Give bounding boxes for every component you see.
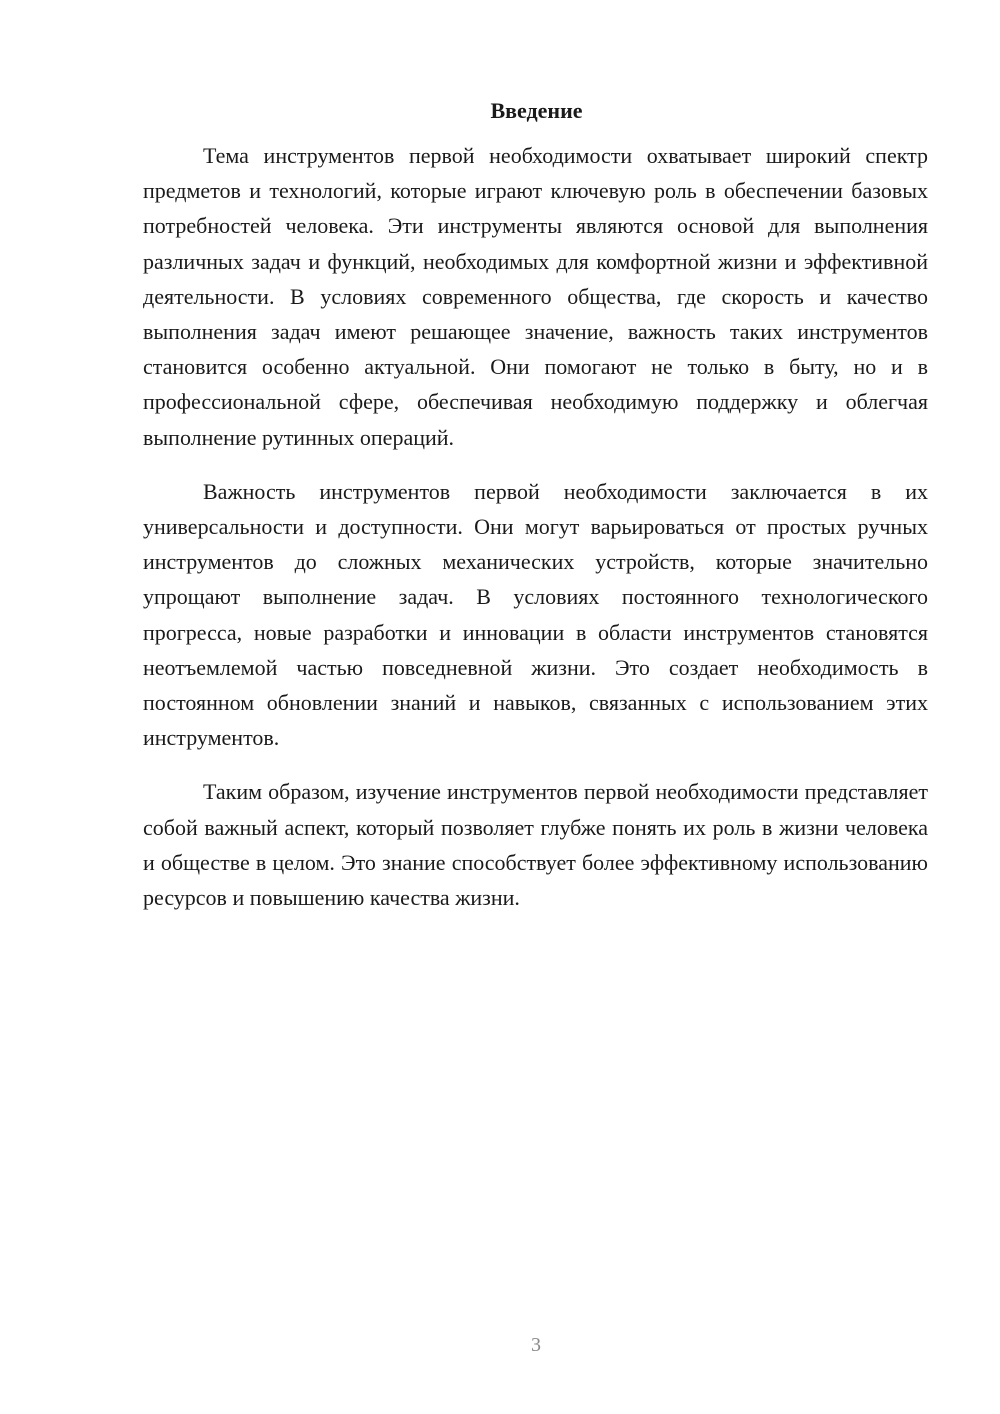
section-heading: Введение <box>490 98 583 123</box>
paragraph-2: Важность инструментов первой необходимости заключается в их универсальности и доступности. Они могут варьироваться от простых ручных инструментов до сложных механических устройств, которые значительно упрощают выполнение задач. В условиях постоянного технологического прогресса, новые разработки и инновации в области инструментов становятся неотъемлемой частью повседневной жизни. Это создает необходимость в постоянном обновлении знаний и навыков, связанных с использованием этих инструментов. <box>143 478 928 751</box>
paragraph-3: Таким образом, изучение инструментов первой необходимости представляет собой важный аспект, который позволяет глубже понять их роль в жизни человека и обществе в целом. Это знание способствует более эффективному использованию ресурсов и повышению качества жизни. <box>143 779 928 911</box>
page-number: 3 <box>531 1334 541 1356</box>
page-content <box>143 96 928 934</box>
paragraph-1: Тема инструментов первой необходимости охватывает широкий спектр предметов и технологий, которые играют ключевую роль в обеспечении базовых потребностей человека. Эти инструменты являются основой для выполнения различных задач и функций, необходимых для комфортной жизни и эффективной деятельности. В условиях современного общества, где скорость и качество выполнения задач имеют решающее значение, важность таких инструментов становится особенно актуальной. Они помогают не только в быту, но и в профессиональной сфере, обеспечивая необходимую поддержку и облегчая выполнение рутинных операций. <box>143 143 928 450</box>
